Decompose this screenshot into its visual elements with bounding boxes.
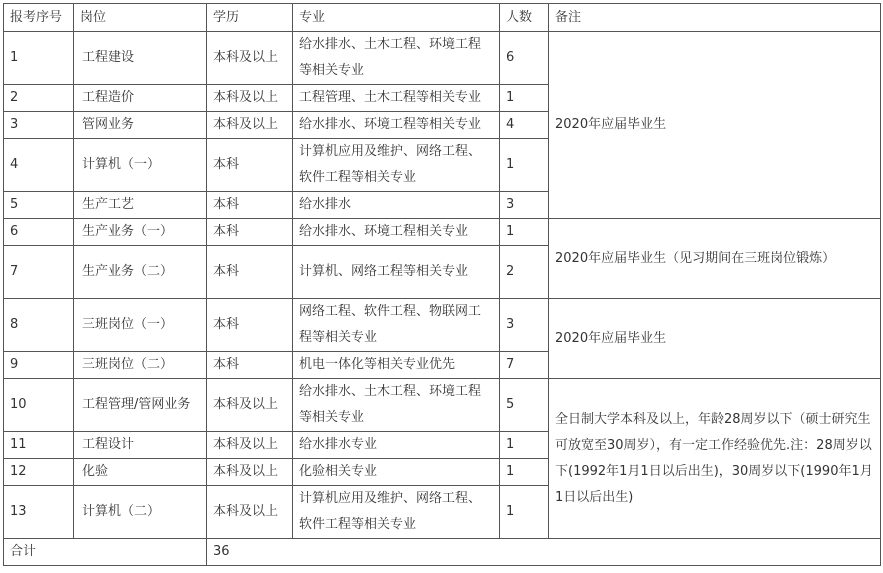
cell-education: 本科 [207, 352, 293, 379]
cell-position: 计算机（一） [74, 139, 207, 192]
cell-education: 本科 [207, 299, 293, 352]
cell-major: 给水排水、土木工程、环境工程等相关专业 [293, 379, 500, 432]
cell-no: 11 [4, 432, 74, 459]
table-row [4, 219, 881, 246]
cell-no: 9 [4, 352, 74, 379]
cell-no: 5 [4, 192, 74, 219]
cell-major: 机电一体化等相关专业优先 [293, 352, 500, 379]
cell-no: 13 [4, 486, 74, 539]
cell-position: 计算机（二） [74, 486, 207, 539]
header-position: 岗位 [74, 4, 207, 32]
cell-major: 工程管理、土木工程等相关专业 [293, 85, 500, 112]
cell-count: 1 [500, 219, 549, 246]
cell-no: 2 [4, 85, 74, 112]
header-row [4, 4, 881, 32]
cell-major: 网络工程、软件工程、物联网工程等相关专业 [293, 299, 500, 352]
header-education: 学历 [207, 4, 293, 32]
cell-position: 管网业务 [74, 112, 207, 139]
cell-count: 1 [500, 139, 549, 192]
cell-position: 工程管理/管网业务 [74, 379, 207, 432]
cell-no: 6 [4, 219, 74, 246]
cell-position: 三班岗位（二） [74, 352, 207, 379]
cell-count: 1 [500, 432, 549, 459]
total-label: 合计 [4, 539, 207, 566]
cell-major: 计算机、网络工程等相关专业 [293, 246, 500, 299]
cell-position: 生产工艺 [74, 192, 207, 219]
cell-no: 7 [4, 246, 74, 299]
cell-no: 3 [4, 112, 74, 139]
table-row [4, 32, 881, 85]
cell-position: 工程建设 [74, 32, 207, 85]
cell-position: 三班岗位（一） [74, 299, 207, 352]
cell-education: 本科及以上 [207, 459, 293, 486]
cell-education: 本科 [207, 192, 293, 219]
cell-no: 4 [4, 139, 74, 192]
cell-major: 给水排水 [293, 192, 500, 219]
cell-count: 7 [500, 352, 549, 379]
cell-major: 给水排水、环境工程等相关专业 [293, 112, 500, 139]
cell-count: 3 [500, 192, 549, 219]
recruitment-table [3, 3, 881, 566]
cell-count: 1 [500, 459, 549, 486]
cell-education: 本科及以上 [207, 112, 293, 139]
cell-position: 化验 [74, 459, 207, 486]
cell-count: 6 [500, 32, 549, 85]
cell-major: 化验相关专业 [293, 459, 500, 486]
table-row [4, 299, 881, 352]
header-remarks: 备注 [549, 4, 881, 32]
cell-position: 工程造价 [74, 85, 207, 112]
table-row [4, 379, 881, 432]
cell-education: 本科 [207, 246, 293, 299]
header-count: 人数 [500, 4, 549, 32]
total-row [4, 539, 881, 566]
remark-group-1: 2020年应届毕业生 [549, 32, 881, 219]
cell-education: 本科及以上 [207, 85, 293, 112]
cell-education: 本科及以上 [207, 432, 293, 459]
cell-education: 本科及以上 [207, 486, 293, 539]
cell-count: 1 [500, 486, 549, 539]
cell-education: 本科及以上 [207, 379, 293, 432]
cell-no: 12 [4, 459, 74, 486]
cell-no: 8 [4, 299, 74, 352]
remark-group-4: 全日制大学本科及以上，年龄28周岁以下（硕士研究生可放宽至30周岁），有一定工作经验优先.注：28周岁以下(1992年1月1日以后出生)，30周岁以下(1990年1月1日以后出生) [549, 379, 881, 539]
cell-major: 给水排水、土木工程、环境工程等相关专业 [293, 32, 500, 85]
cell-major: 计算机应用及维护、网络工程、软件工程等相关专业 [293, 486, 500, 539]
cell-major: 计算机应用及维护、网络工程、软件工程等相关专业 [293, 139, 500, 192]
cell-count: 5 [500, 379, 549, 432]
cell-education: 本科 [207, 139, 293, 192]
cell-count: 4 [500, 112, 549, 139]
cell-education: 本科 [207, 219, 293, 246]
remark-group-3: 2020年应届毕业生 [549, 299, 881, 379]
cell-education: 本科及以上 [207, 32, 293, 85]
cell-no: 1 [4, 32, 74, 85]
cell-no: 10 [4, 379, 74, 432]
cell-major: 给水排水专业 [293, 432, 500, 459]
cell-count: 3 [500, 299, 549, 352]
header-major: 专业 [293, 4, 500, 32]
cell-count: 1 [500, 85, 549, 112]
header-no: 报考序号 [4, 4, 74, 32]
total-count: 36 [207, 539, 881, 566]
cell-major: 给水排水、环境工程相关专业 [293, 219, 500, 246]
cell-position: 生产业务（二） [74, 246, 207, 299]
cell-position: 生产业务（一） [74, 219, 207, 246]
cell-position: 工程设计 [74, 432, 207, 459]
cell-count: 2 [500, 246, 549, 299]
remark-group-2: 2020年应届毕业生（见习期间在三班岗位锻炼） [549, 219, 881, 299]
